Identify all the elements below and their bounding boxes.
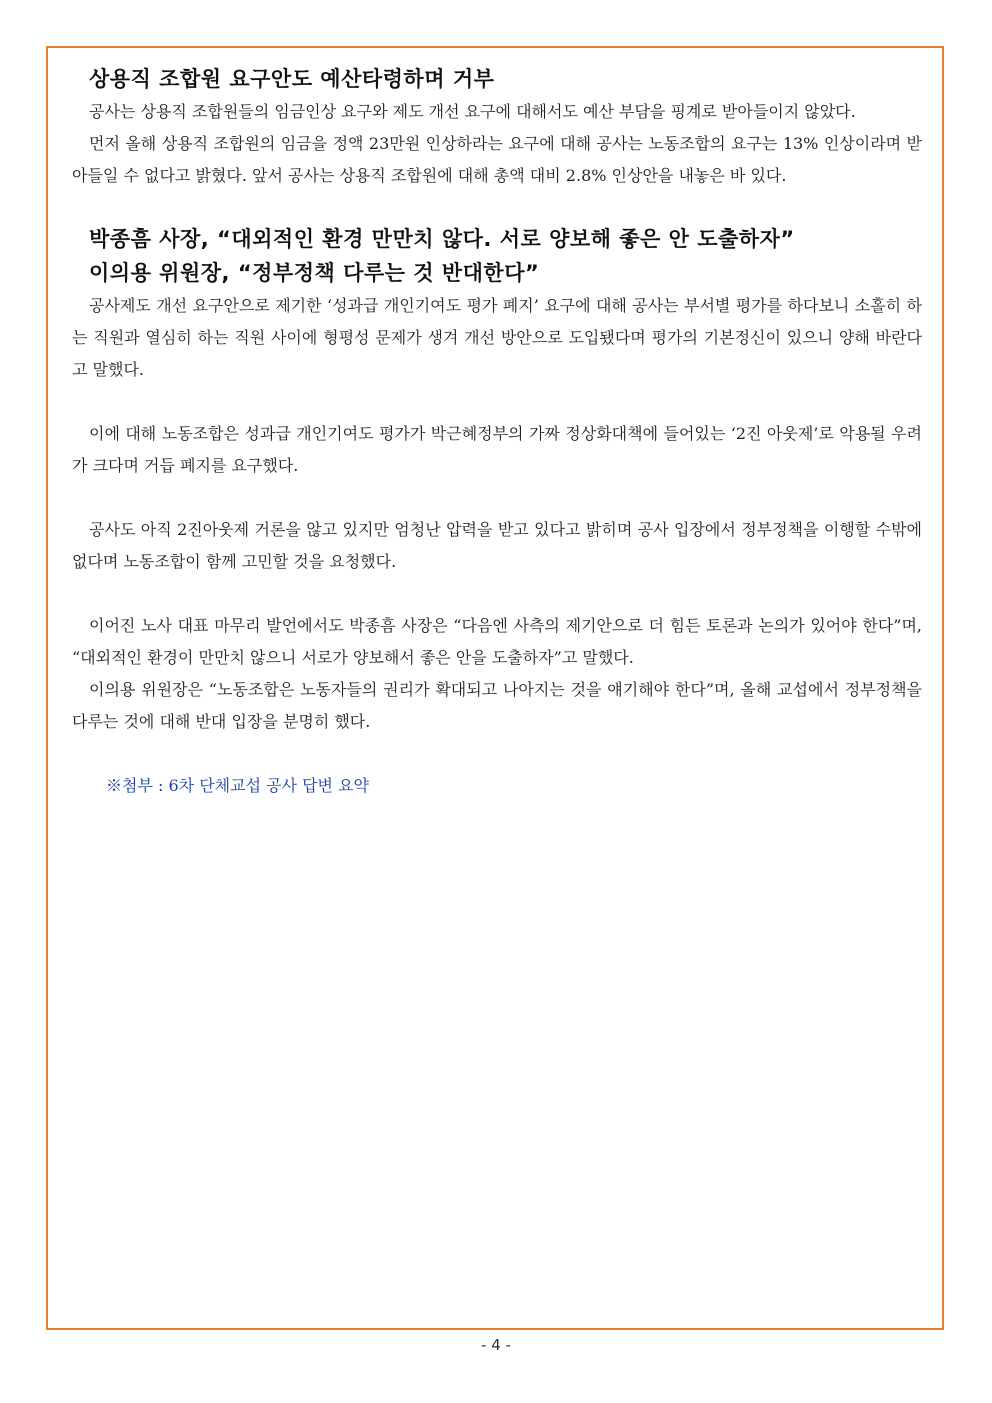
- section-closing-remarks: [72, 222, 922, 738]
- spacer: [72, 192, 922, 222]
- section-heading: 상용직 조합원 요구안도 예산타령하며 거부: [89, 67, 495, 91]
- page-number: - 4 -: [481, 1336, 511, 1354]
- paragraph: 이의용 위원장은 “노동조합은 노동자들의 권리가 확대되고 나아지는 것을 얘기해야 한다”며, 올해 교섭에서 정부정책을 다루는 것에 대해 반대 입장을 분명히 했다.: [72, 680, 922, 731]
- spacer: [72, 386, 922, 418]
- paragraph: 공사제도 개선 요구안으로 제기한 ‘성과급 개인기여도 평가 폐지’ 요구에 대해 공사는 부서별 평가를 하다보니 소홀히 하는 직원과 열심히 하는 직원 사이에 형평성 문제가 생겨 개선 방안으로 도입됐다며 평가의 기본정신이 있으니 양해 바란다고 말했다.: [72, 296, 922, 379]
- section-heading-line1: 박종흠 사장, “대외적인 환경 만만치 않다. 서로 양보해 좋은 안 도출하자”: [89, 227, 795, 251]
- attachment-note: ※첨부 : 6차 단체교섭 공사 답변 요약: [106, 776, 370, 795]
- paragraph: 이에 대해 노동조합은 성과급 개인기여도 평가가 박근혜정부의 가짜 정상화대책에 들어있는 ‘2진 아웃제’로 악용될 우려가 크다며 거듭 폐지를 요구했다.: [72, 424, 922, 475]
- section-regular-workers: [72, 62, 922, 192]
- section-heading-line2: 이의용 위원장, “정부정책 다루는 것 반대한다”: [89, 261, 540, 285]
- spacer: [72, 738, 922, 770]
- spacer: [72, 482, 922, 514]
- spacer: [72, 578, 922, 610]
- paragraph: 먼저 올해 상용직 조합원의 임금을 정액 23만원 인상하라는 요구에 대해 공사는 노동조합의 요구는 13% 인상이라며 받아들일 수 없다고 밝혔다. 앞서 공사는 상용직 조합원에 대해 총액 대비 2.8% 인상안을 내놓은 바 있다.: [72, 134, 922, 185]
- document-body: [72, 62, 922, 802]
- paragraph: 공사도 아직 2진아웃제 거론을 않고 있지만 엄청난 압력을 받고 있다고 밝히며 공사 입장에서 정부정책을 이행할 수밖에 없다며 노동조합이 함께 고민할 것을 요청했다.: [72, 520, 922, 571]
- paragraph: 공사는 상용직 조합원들의 임금인상 요구와 제도 개선 요구에 대해서도 예산 부담을 핑계로 받아들이지 않았다.: [89, 102, 856, 121]
- paragraph: 이어진 노사 대표 마무리 발언에서도 박종흠 사장은 “다음엔 사측의 제기안으로 더 힘든 토론과 논의가 있어야 한다”며, “대외적인 환경이 만만치 않으니 서로가 양보해서 좋은 안을 도출하자”고 말했다.: [72, 616, 922, 667]
